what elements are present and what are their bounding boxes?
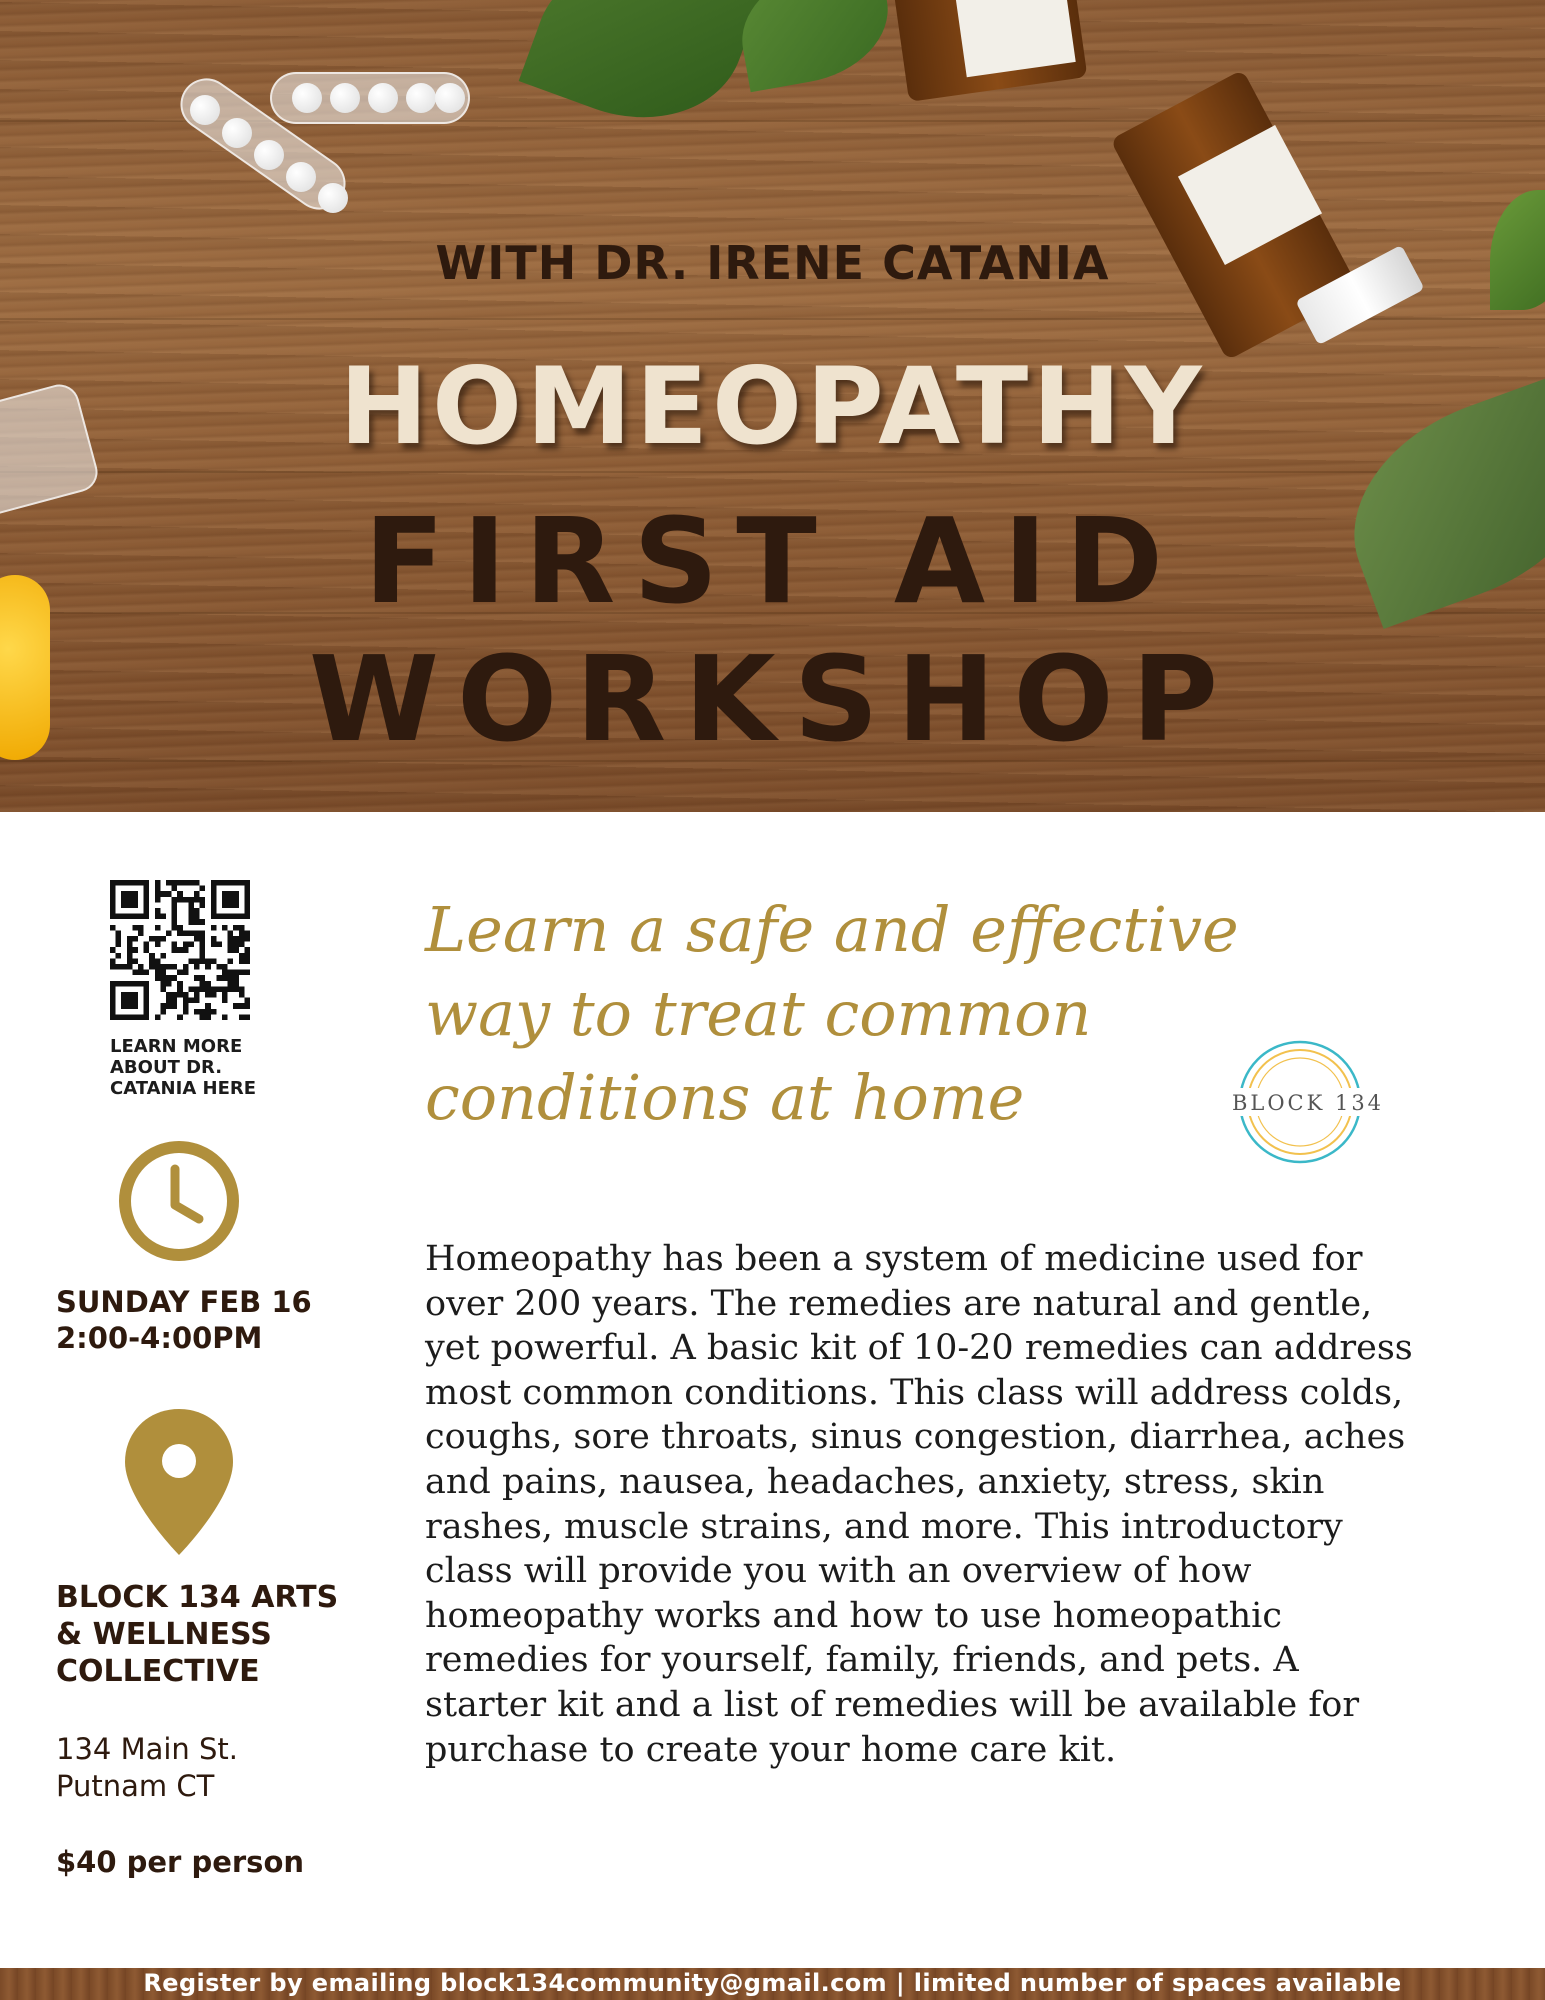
description-line: most common conditions. This class will address colds, [425,1372,1404,1413]
block134-logo [1208,1032,1408,1172]
event-day: SUNDAY FEB 16 [56,1285,312,1319]
description-line: over 200 years. The remedies are natural and gentle, [425,1283,1373,1324]
title-homeopathy: HOMEOPATHY [339,345,1206,468]
description-line: coughs, sore throats, sinus congestion, diarrhea, aches [425,1417,1406,1458]
venue-line: COLLECTIVE [56,1654,260,1689]
tagline-line: Learn a safe and effective [425,893,1239,966]
instructor-subtitle: WITH DR. IRENE CATANIA [435,236,1110,290]
venue-line: & WELLNESS [56,1617,272,1652]
hero-banner [0,0,1545,812]
qr-caption [110,1036,310,1099]
clock-icon [117,1139,241,1263]
title-first-aid: FIRST AID [363,492,1182,630]
description-line: remedies for yourself, family, friends, and pets. A [425,1640,1299,1681]
description-line: yet powerful. A basic kit of 10-20 remedies can address [425,1328,1413,1369]
description-line: starter kit and a list of remedies will be available for [425,1684,1360,1725]
description-line: rashes, muscle strains, and more. This introductory [425,1506,1343,1547]
tagline-line: conditions at home [425,1061,1025,1134]
location-pin-icon [120,1405,238,1560]
qr-caption-line: ABOUT DR. [110,1057,223,1078]
mint-leaf-decoration [732,0,899,92]
description-line: homeopathy works and how to use homeopathic [425,1595,1282,1636]
venue-line: BLOCK 134 ARTS [56,1580,339,1615]
address-line: Putnam CT [56,1769,215,1803]
tagline-line: way to treat common [425,977,1092,1050]
registration-info: Register by emailing block134community@gmail.com | limited number of spaces available [143,1969,1402,1997]
qr-code-graphic [110,880,250,1020]
venue-name [56,1579,376,1690]
description-line: and pains, nausea, headaches, anxiety, stress, skin [425,1461,1325,1502]
qr-code[interactable] [110,880,250,1020]
logo-text: BLOCK 134 [1231,1091,1385,1115]
mint-leaf-decoration [519,0,762,149]
address-line: 134 Main St. [56,1732,239,1766]
workshop-description [425,1237,1505,1772]
description-line: Homeopathy has been a system of medicine used for [425,1239,1363,1279]
venue-address [56,1731,356,1805]
qr-caption-line: LEARN MORE [110,1036,243,1057]
title-workshop: WORKSHOP [308,630,1237,768]
event-date [56,1284,356,1356]
event-time: 2:00-4:00PM [56,1321,263,1355]
description-line: class will provide you with an overview of how [425,1551,1252,1592]
description-line: purchase to create your home care kit. [425,1729,1117,1770]
qr-caption-line: CATANIA HERE [110,1078,257,1099]
tagline [425,888,1345,1140]
price: $40 per person [56,1845,305,1879]
